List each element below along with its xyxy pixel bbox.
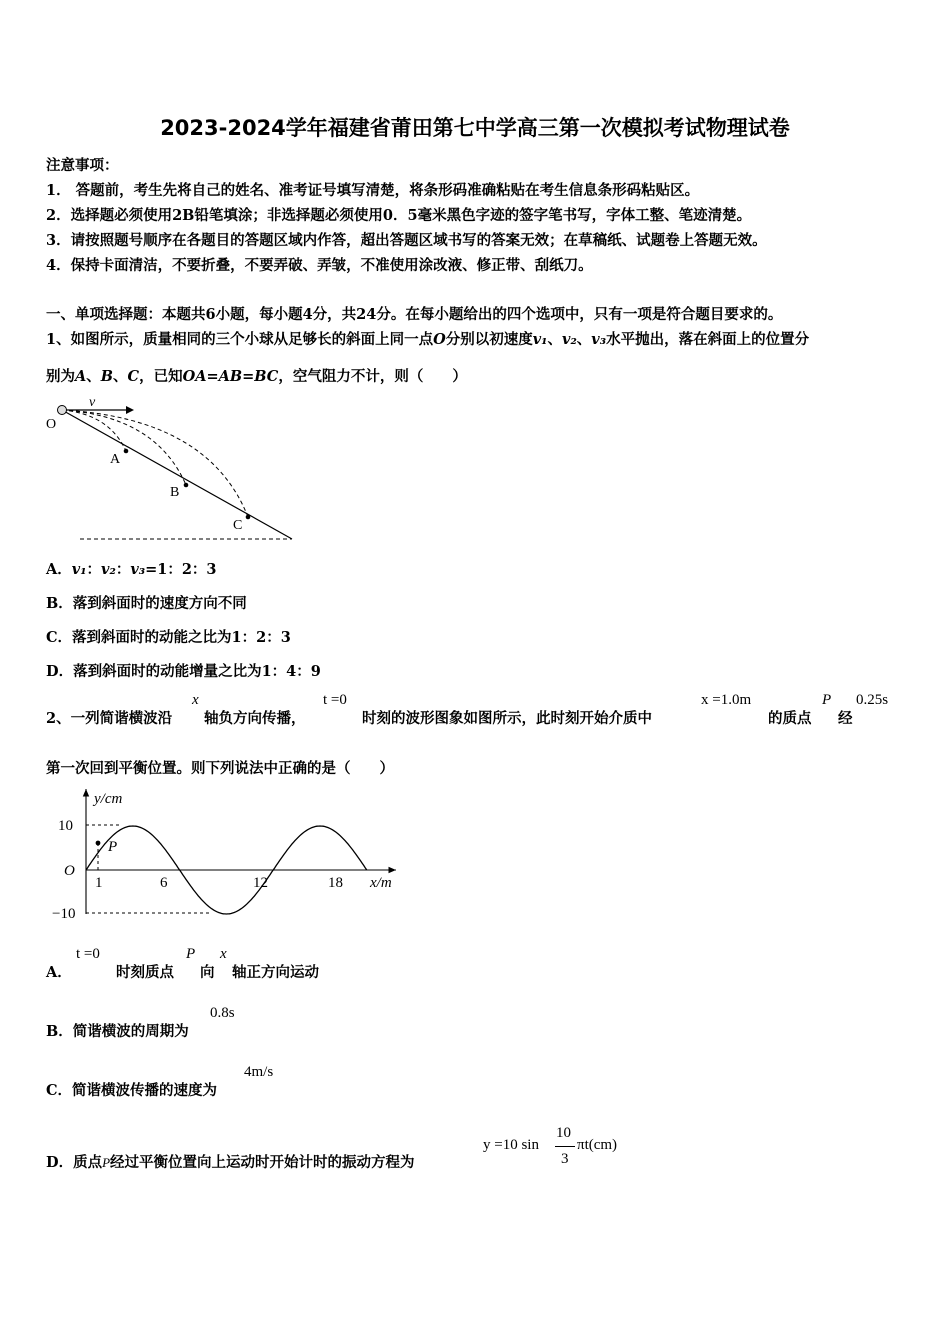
fig-label-o: O [46, 417, 57, 432]
graph-xtick-6: 6 [160, 875, 168, 891]
fig-label-a: A [110, 452, 121, 467]
q2-opt-d-text2: 经过平衡位置向上运动时开始计时的振动方程为 [110, 1154, 415, 1171]
q1-stem-line2 [46, 365, 467, 386]
q1-v2: v₂ [562, 331, 577, 348]
q1-option-c: C．落到斜面时的动能之比为1：2：3 [46, 629, 291, 646]
q2-dt: 0.25s [856, 692, 889, 708]
q2-stem-line2: 第一次回到平衡位置。则下列说法中正确的是（ ） [46, 760, 394, 777]
graph-ytick-10: 10 [58, 818, 73, 834]
q1-option-b: B．落到斜面时的速度方向不同 [46, 595, 247, 612]
q1-v1: v₁ [532, 331, 548, 348]
graph-point-p-label: P [108, 839, 118, 855]
q2-opt-d-num: 10 [556, 1125, 571, 1141]
notice-heading: 注意事项： [46, 157, 119, 174]
graph-ylabel: y/cm [94, 791, 123, 807]
q1-stem-line1 [46, 328, 809, 349]
notice-item-4: 4．保持卡面清洁，不要折叠，不要弄破、弄皱，不准使用涂改液、修正带、刮纸刀。 [46, 257, 593, 274]
option-label: A． [46, 561, 72, 578]
q1-sep: 、 [113, 368, 128, 385]
q2-var-x: x [192, 692, 199, 708]
q2-option-c: C．简谐横波传播的速度为 [46, 1082, 218, 1099]
fraction-bar [555, 1146, 575, 1147]
q2-opt-a-p: P [186, 946, 196, 962]
q2-var-p: P [822, 692, 832, 708]
graph-ytick-neg10: −10 [52, 906, 76, 922]
q1-point-a: A [75, 368, 87, 385]
fig-label-b: B [170, 485, 180, 500]
q2-wave-graph [44, 783, 404, 925]
graph-xtick-12: 12 [253, 875, 268, 891]
q2-opt-d-den: 3 [561, 1151, 569, 1167]
q1-opt-colon: ： [115, 561, 131, 578]
q2-opt-b-value: 0.8s [210, 1005, 235, 1021]
q2-option-a-label: A． [46, 964, 72, 981]
q1-incline-figure [44, 394, 300, 546]
notice-item-2: 2．选择题必须使用2B铅笔填涂；非选择题必须使用0．5毫米黑色字迹的签字笔书写，字体工整、笔迹清楚。 [46, 207, 752, 224]
q1-point-b: B [100, 368, 114, 385]
q1-sep: 、 [576, 331, 592, 348]
graph-xlabel: x/m [370, 875, 392, 891]
graph-xtick-1: 1 [95, 875, 103, 891]
q2-stem-text4: 的质点 [768, 710, 812, 727]
q2-stem-text5: 经 [838, 710, 853, 727]
q1-opt-v3: v₃ [130, 561, 146, 578]
q2-x1: x =1.0m [701, 692, 752, 708]
q1-text: 分别以初速度 [445, 331, 533, 348]
page-title: 2023-2024学年福建省莆田第七中学高三第一次模拟考试物理试卷 [160, 116, 790, 140]
q2-stem-text3: 时刻的波形图象如图所示，此时刻开始介质中 [362, 710, 652, 727]
notice-item-3: 3．请按照题号顺序在各题目的答题区域内作答，超出答题区域书写的答案无效；在草稿纸、试题卷上答题无效。 [46, 232, 767, 249]
q1-text: ，已知 [139, 368, 183, 385]
q1-point-c: C [127, 368, 140, 385]
q2-opt-a-text1: 时刻质点 [116, 964, 174, 981]
graph-origin: O [64, 863, 75, 879]
q1-v3: v₃ [591, 331, 607, 348]
q1-sep: 、 [86, 368, 101, 385]
graph-xtick-18: 18 [328, 875, 343, 891]
fig-label-c: C [233, 518, 243, 533]
q2-option-d [46, 1151, 415, 1172]
q2-opt-d-p: P [102, 1155, 111, 1170]
q2-opt-d-eq-a: y =10 sin [483, 1137, 539, 1153]
q1-opt-v1: v₁ [71, 561, 87, 578]
q2-opt-a-text3: 轴正方向运动 [232, 964, 319, 981]
q1-text: 1、如图所示，质量相同的三个小球从足够长的斜面上同一点 [46, 331, 434, 348]
q1-option-d: D．落到斜面时的动能增量之比为1：4：9 [46, 663, 321, 680]
q1-opt-colon: ： [86, 561, 102, 578]
q1-text: 别为 [46, 368, 75, 385]
q1-text: 水平抛出，落在斜面上的位置分 [606, 331, 810, 348]
fig-label-v: v [89, 395, 96, 410]
notice-item-1: 1． 答题前，考生先将自己的姓名、准考证号填写清楚，将条形码准确粘贴在考生信息条形码粘贴区。 [46, 182, 700, 199]
q2-opt-a-t0: t =0 [76, 946, 100, 962]
q2-opt-c-value: 4m/s [244, 1064, 274, 1080]
q1-option-a [46, 558, 217, 579]
q1-opt-v2: v₂ [101, 561, 116, 578]
q2-opt-a-text2: 向 [200, 964, 215, 981]
q1-text: ，空气阻力不计，则（ ） [278, 368, 467, 385]
q2-option-b: B．简谐横波的周期为 [46, 1023, 189, 1040]
q2-stem-text2: 轴负方向传播， [204, 710, 306, 727]
q2-t0: t =0 [323, 692, 347, 708]
q2-opt-a-x: x [220, 946, 227, 962]
q1-equation: OA=AB=BC [182, 368, 279, 385]
q1-point-o: O [433, 331, 446, 348]
q2-stem-text1: 2、一列简谐横波沿 [46, 710, 173, 727]
q1-opt-ratio: =1：2：3 [145, 561, 217, 578]
q2-opt-d-eq-b: πt(cm) [577, 1137, 618, 1153]
section-header: 一、单项选择题：本题共6小题，每小题4分，共24分。在每小题给出的四个选项中，只有一项是符合题目要求的。 [46, 306, 783, 323]
q2-opt-d-text1: D．质点 [46, 1154, 103, 1171]
q1-sep: 、 [547, 331, 563, 348]
